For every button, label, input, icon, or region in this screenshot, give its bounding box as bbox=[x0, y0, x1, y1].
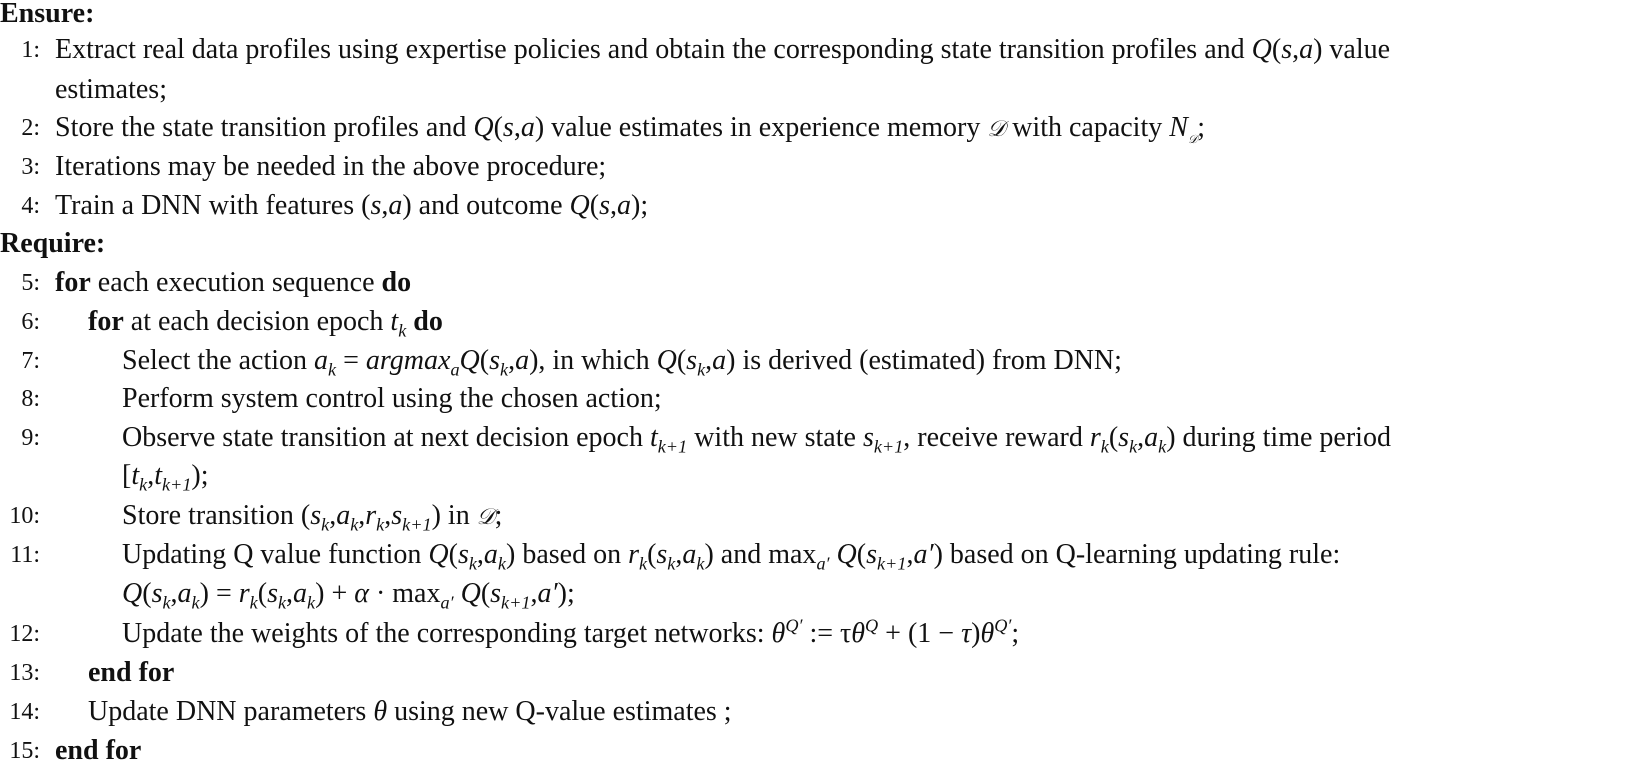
line-number: 4: bbox=[21, 193, 40, 219]
line-text: Store the state transition profiles and Q(s,a) value estimates in experience memory 𝒟 with capacity $N_𝒟$; bbox=[55, 112, 1205, 146]
line-text: Store transition $(s_k,a_k,r_k,s_{k+1})$ in 𝒟; bbox=[122, 500, 503, 535]
algorithm-line-continuation bbox=[0, 456, 1650, 496]
line-text: Iterations may be needed in the above procedure; bbox=[55, 151, 607, 182]
line-text: Train a DNN with features (s,a) and outcome Q(s,a); bbox=[55, 190, 649, 221]
algorithm-line bbox=[0, 186, 1650, 226]
line-text-continuation: $[t_k,t_{k+1})$; bbox=[122, 460, 209, 495]
algorithm-line bbox=[0, 653, 1650, 693]
ensure-row bbox=[0, 0, 1650, 34]
require-row bbox=[0, 224, 1650, 264]
algorithm-line bbox=[0, 418, 1650, 458]
line-text: end for bbox=[55, 735, 142, 766]
algorithm-line bbox=[0, 108, 1650, 148]
algorithm-line bbox=[0, 692, 1650, 732]
line-number: 10: bbox=[9, 503, 40, 529]
line-text: Select the action $a_k = argmax_aQ(s_k,a)$, in which $Q(s_k,a)$ is derived (estimated) from DNN; bbox=[122, 345, 1122, 380]
line-text: Observe state transition at next decision epoch $t_{k+1}$ with new state $s_{k+1}$, receive reward $r_k(s_k,a_k)$ during time period bbox=[122, 422, 1391, 457]
line-number: 14: bbox=[9, 699, 40, 725]
algorithm-line-continuation bbox=[0, 574, 1650, 614]
line-number: 8: bbox=[21, 386, 40, 412]
ensure-label: Ensure: bbox=[0, 0, 95, 29]
line-text: Updating Q value function $Q(s_k,a_k)$ based on $r_k(s_k,a_k)$ and $\max_{a'} Q(s_{k+1},a')$ based on Q-learning updating rule: bbox=[122, 539, 1341, 574]
line-number: 3: bbox=[21, 154, 40, 180]
line-text: Update the weights of the corresponding target networks: $\theta^{Q'}$ := $\tau\theta^Q + (1 - \tau)\theta^{Q'}$; bbox=[122, 615, 1020, 649]
algorithm-line-continuation bbox=[0, 70, 1650, 110]
line-text: Extract real data profiles using expertise policies and obtain the corresponding state transition profiles and Q(s,a) value bbox=[55, 34, 1391, 65]
line-number: 12: bbox=[9, 621, 40, 647]
line-number: 6: bbox=[21, 309, 40, 335]
line-text: Perform system control using the chosen action; bbox=[122, 383, 662, 414]
line-number: 13: bbox=[9, 660, 40, 686]
algorithm-line bbox=[0, 379, 1650, 419]
algorithm-line bbox=[0, 263, 1650, 303]
line-text: for each execution sequence do bbox=[55, 267, 412, 298]
line-text: end for bbox=[88, 657, 175, 688]
algorithm-line bbox=[0, 147, 1650, 187]
algorithm-line bbox=[0, 30, 1650, 70]
algorithm-line bbox=[0, 535, 1650, 575]
line-text: Update DNN parameters θ using new Q-value estimates ; bbox=[88, 696, 732, 727]
algorithm-line bbox=[0, 496, 1650, 536]
algorithm-line bbox=[0, 731, 1650, 771]
line-text-continuation: estimates; bbox=[55, 74, 167, 105]
line-number: 5: bbox=[21, 270, 40, 296]
line-number: 9: bbox=[21, 425, 40, 451]
line-number: 15: bbox=[9, 738, 40, 764]
line-number: 2: bbox=[21, 115, 40, 141]
line-number: 11: bbox=[10, 542, 40, 568]
algorithm-line bbox=[0, 302, 1650, 342]
line-number: 1: bbox=[21, 37, 40, 63]
require-label: Require: bbox=[0, 228, 106, 259]
line-number: 7: bbox=[21, 348, 40, 374]
line-text: for at each decision epoch $t_k$ do bbox=[88, 306, 443, 341]
algorithm-line bbox=[0, 341, 1650, 381]
algorithm-line bbox=[0, 614, 1650, 654]
line-text-continuation: $Q(s_k,a_k) = r_k(s_k,a_k) + \alpha \cdot \max_{a'} Q(s_{k+1},a')$; bbox=[122, 578, 575, 613]
